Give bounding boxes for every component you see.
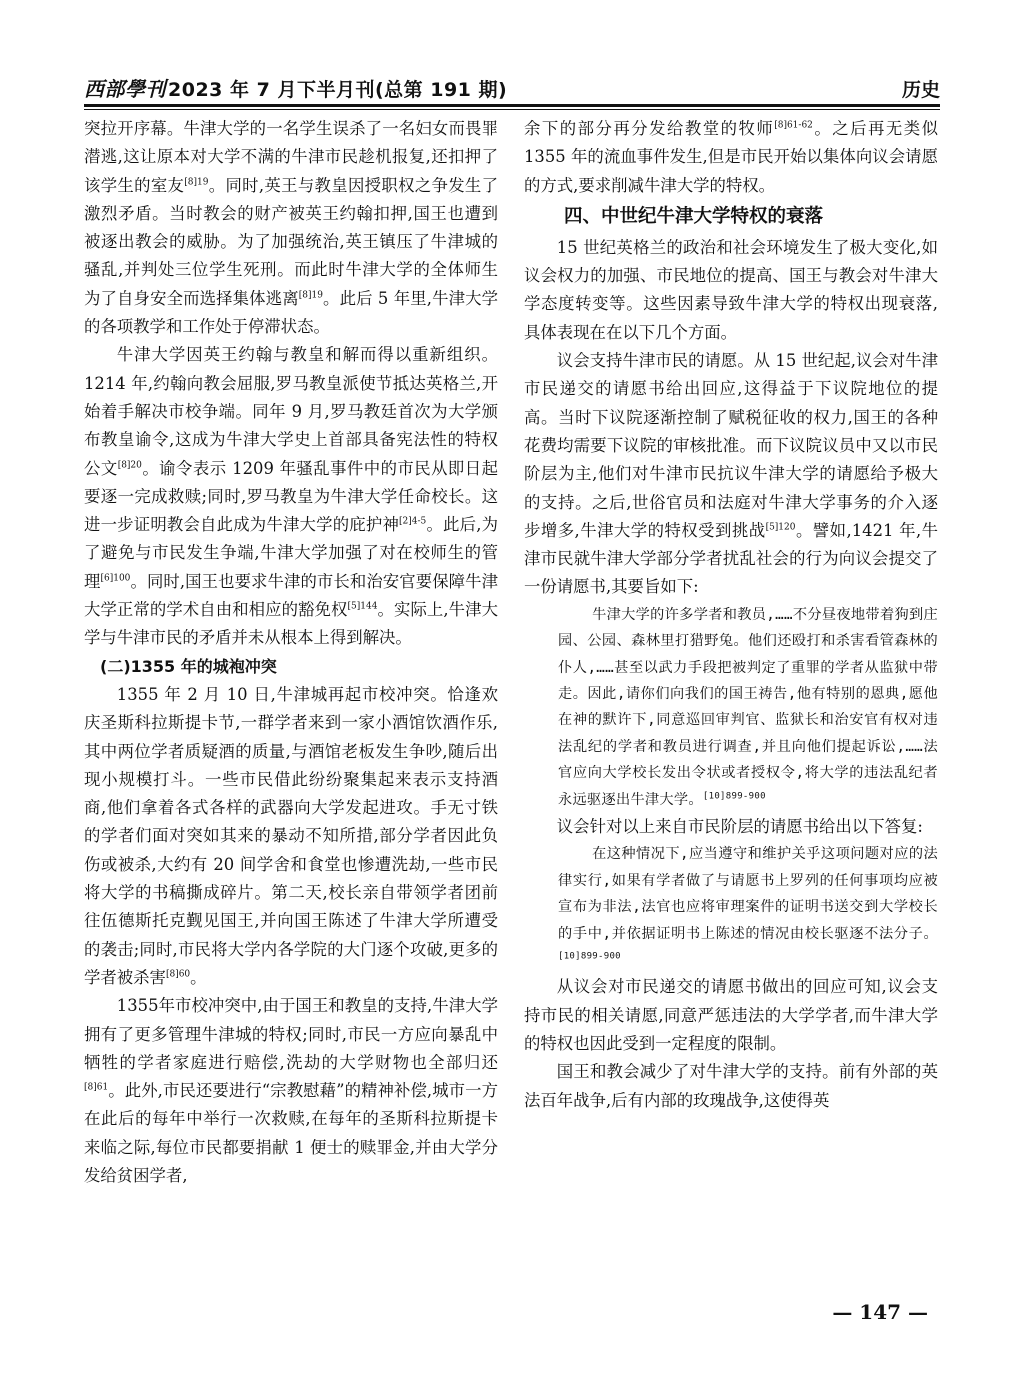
journal-issue-info — [84, 73, 507, 102]
citation: [8]20 — [117, 460, 142, 471]
paragraph: 议会支持牛津市民的请愿。从 15 世纪起,议会对牛津市民递交的请愿书给出回应,这得益于下议院地位的提高。当时下议院逐渐控制了赋税征收的权力,国王的各种花费均需要下议院的审核批准。而下议院议员中又以市民阶层为主,他们对牛津市民抗议牛津大学的请愿给予极大的支持。之后,世俗官员和法庭对牛津大学事务的介入逐步增多,牛津大学的特权受到挑战$^{[5]120}$。譬如,1421 年,牛津市民就牛津大学部分学者扰乱社会的行为向议会提交了一份请愿书,其要旨如下: — [524, 351, 939, 597]
subsection-heading: (二)1355 年的城袍冲突 — [100, 656, 277, 676]
block-quote: 牛津大学的许多学者和教员,……不分昼夜地带着狗到庄园、公园、森林里打猎野兔。他们还殴打和杀害看管森林的仆人,……甚至以武力手段把被判定了重罪的学者从监狱中带走。因此,请你们向我们的国王祷告,他有特别的恩典,愿他在神的默许下,同意巡回审判官、监狱长和治安官有权对违法乱纪的学者和教员进行调查,并且向他们提起诉讼,……法官应向大学校长发出令状或者授权令,将大学的违法乱纪者永远驱逐出牛津大学。$^{[10]899-900}$ — [558, 606, 938, 808]
citation: [2]4-5 — [399, 516, 427, 527]
page-number: — 147 — — [832, 1300, 928, 1324]
section-label: 历史 — [901, 79, 940, 101]
issue-label: 2023 年 7 月下半月刊(总第 191 期) — [168, 79, 508, 101]
citation: [6]100 — [100, 573, 131, 584]
paragraph: 国王和教会减少了对牛津大学的支持。前有外部的英法百年战争,后有内部的玫瑰战争,这使得英 — [524, 1062, 938, 1110]
citation: [8]19 — [298, 290, 323, 301]
citation: [5]120 — [765, 522, 796, 533]
header-rule-thin — [84, 109, 940, 110]
citation: [8]19 — [184, 177, 209, 188]
paragraph: 15 世纪英格兰的政治和社会环境发生了极大变化,如议会权力的加强、市民地位的提高、国王与教会对牛津大学态度转变等。这些因素导致牛津大学的特权出现衰落,具体表现在在以下几个方面。 — [524, 237, 938, 342]
journal-logo: 西部學刊 — [84, 77, 166, 101]
citation: [10]899-900 — [558, 951, 621, 962]
paragraph: 牛津大学因英王约翰与教皇和解而得以重新组织。1214 年,约翰向教会屈服,罗马教皇派使节抵达英格兰,开始着手解决市校争端。同年 9 月,罗马教廷首次为大学颁布教皇谕令,这成为牛津大学史上首部具备宪法性的特权公文$^{[8]20}$。谕令表示 1209 年骚乱事件中的市民从即日起要逐一完成救赎;同时,罗马教皇为牛津大学任命校长。这进一步证明教会自此成为牛津大学的庇护神$^{[2]4-5}$。此后,为了避免与市民发生争端,牛津大学加强了对在校师生的管理$^{[6]100}$。同时,国王也要求牛津的市长和治安官要保障牛津大学正常的学术自由和相应的豁免权$^{[5]144}$。实际上,牛津大学与牛津市民的矛盾并未从根本上得到解决。 — [84, 345, 499, 648]
citation: [8]61-62 — [774, 120, 813, 131]
header-rule-thick — [84, 104, 940, 107]
paragraph: 突拉开序幕。牛津大学的一名学生误杀了一名妇女而畏罪潜逃,这让原本对大学不满的牛津市民趁机报复,还扣押了该学生的室友$^{[8]19}$。同时,英王与教皇因授职权之争发生了激烈矛盾。当时教会的财产被英王约翰扣押,国王也遭到被逐出教会的威胁。为了加强统治,英王镇压了牛津城的骚乱,并判处三位学生死刑。而此时牛津大学的全体师生为了自身安全而选择集体逃离$^{[8]19}$。此后 5 年里,牛津大学的各项教学和工作处于停滞状态。 — [84, 119, 499, 337]
citation: [10]899-900 — [702, 790, 766, 801]
paragraph: 议会针对以上来自市民阶层的请愿书给出以下答复: — [556, 817, 923, 836]
left-column — [84, 115, 498, 1190]
citation: [5]144 — [347, 601, 378, 612]
block-quote: 在这种情况下,应当遵守和维护关乎这项问题对应的法律实行,如果有学者做了与请愿书上罗列的任何事项均应被宣布为非法,法官也应将审理案件的证明书送交到大学校长的手中,并依据证明书上陈述的情况由校长驱逐不法分子。$^{[10]899-900}$ — [558, 846, 938, 962]
paragraph: 余下的部分再分发给教堂的牧师$^{[8]61-62}$。之后再无类似 1355 年的流血事件发生,但是市民开始以集体向议会请愿的方式,要求削减牛津大学的特权。 — [524, 119, 939, 195]
running-header — [84, 72, 940, 102]
paragraph: 从议会对市民递交的请愿书做出的回应可知,议会支持市民的相关请愿,同意严惩违法的大学学者,而牛津大学的特权也因此受到一定程度的限制。 — [524, 977, 938, 1053]
citation: [8]60 — [165, 969, 191, 980]
citation: [8]61 — [84, 1082, 109, 1093]
section-heading: 四、中世纪牛津大学特权的衰落 — [564, 205, 824, 227]
paragraph: 1355年市校冲突中,由于国王和教皇的支持,牛津大学拥有了更多管理牛津城的特权;同时,市民一方应向暴乱中牺牲的学者家庭进行赔偿,洗劫的大学财物也全部归还$^{[8]61}$。此外,市民还要进行“宗教慰藉”的精神补偿,城市一方在此后的每年中举行一次救赎,在每年的圣斯科拉斯提卡来临之际,每位市民都要捐献 1 便士的赎罪金,并由大学分发给贫困学者, — [84, 996, 498, 1185]
right-column — [524, 115, 938, 1115]
paragraph: 1355 年 2 月 10 日,牛津城再起市校冲突。恰逢欢庆圣斯科拉斯提卡节,一群学者来到一家小酒馆饮酒作乐,其中两位学者质疑酒的质量,与酒馆老板发生争吵,随后出现小规模打斗。一些市民借此纷纷聚集起来表示支持酒商,他们拿着各式各样的武器向大学发起进攻。手无寸铁的学者们面对突如其来的暴动不知所措,部分学者因此负伤或被杀,大约有 20 间学舍和食堂也惨遭洗劫,一些市民将大学的书稿撕成碎片。第二天,校长亲自带领学者团前往伍德斯托克觐见国王,并向国王陈述了牛津大学所遭受的袭击;同时,市民将大学内各学院的大门逐个攻破,更多的学者被杀害$^{[8]60}$。 — [84, 684, 498, 987]
